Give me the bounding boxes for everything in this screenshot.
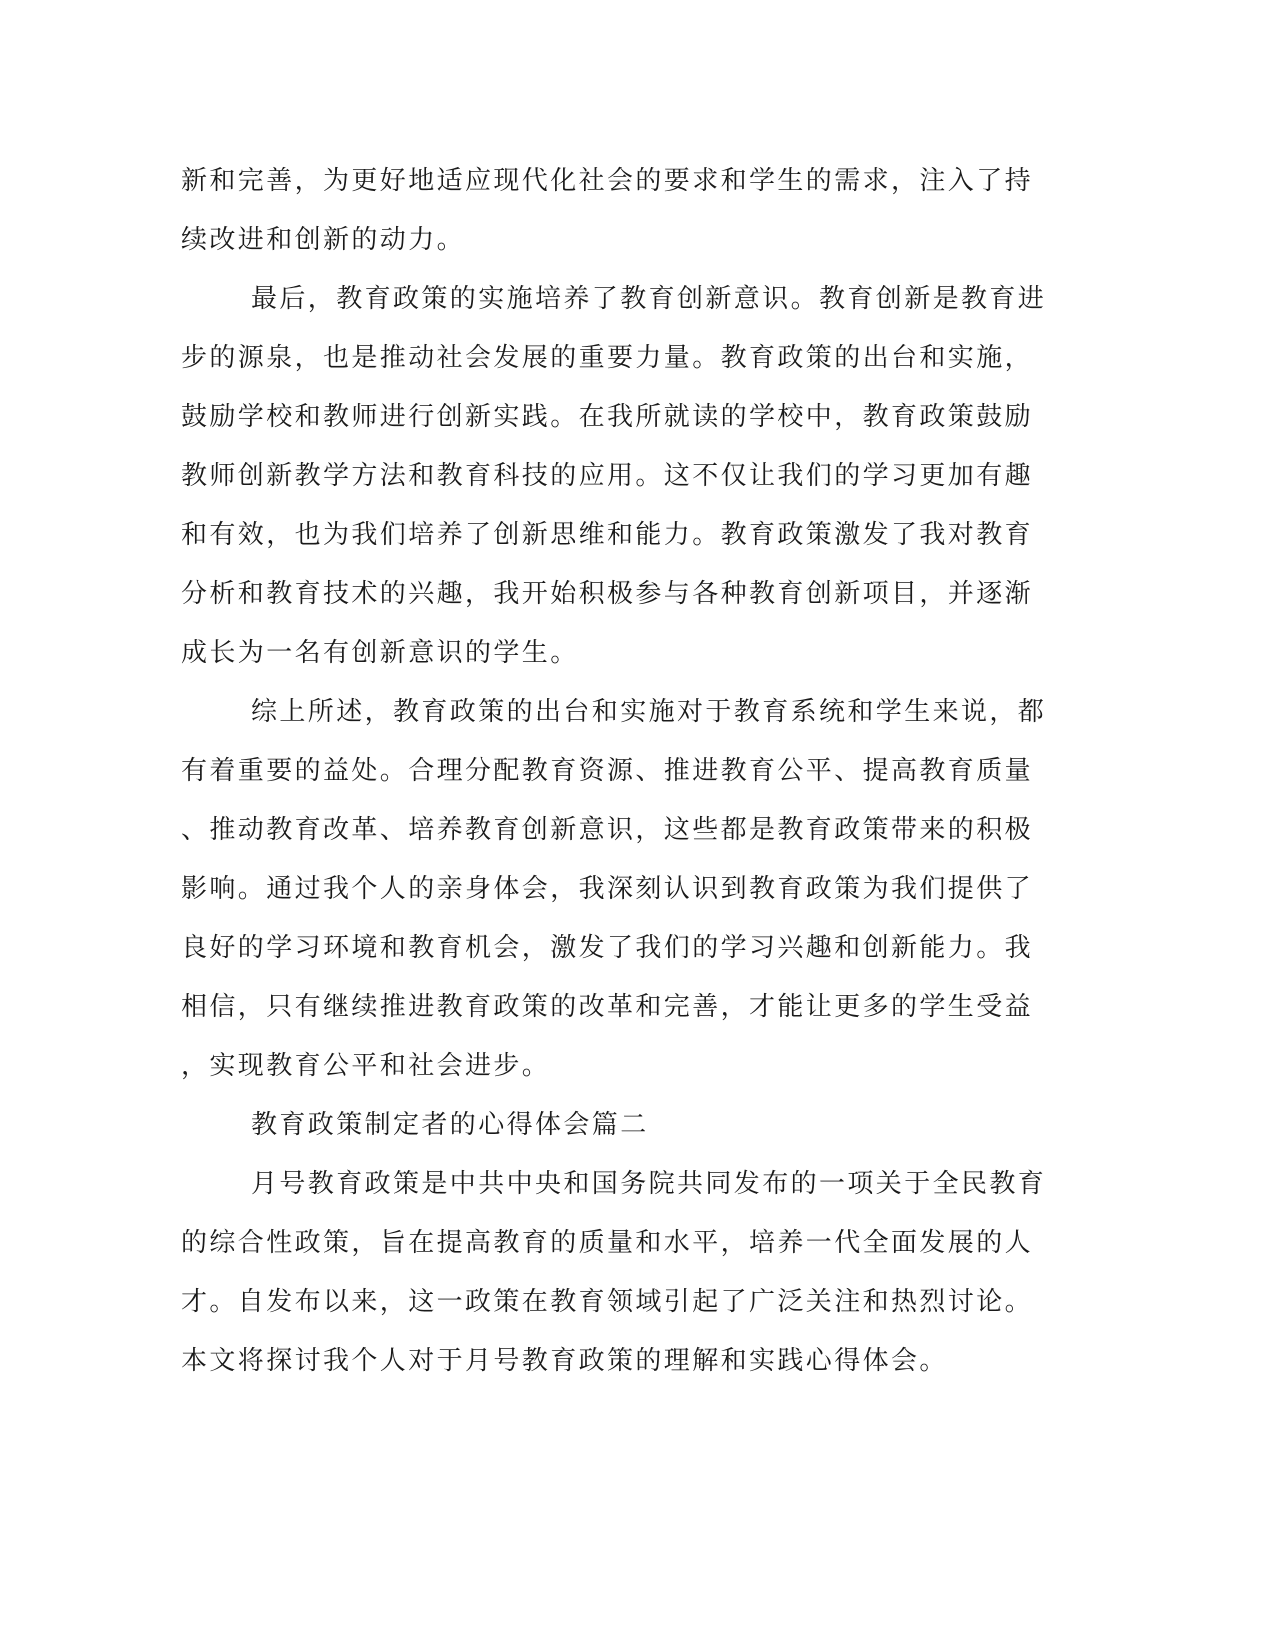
text-line: 教师创新教学方法和教育科技的应用。这不仅让我们的学习更加有趣 [181,461,1034,491]
text-line: 本文将探讨我个人对于月号教育政策的理解和实践心得体会。 [181,1346,948,1376]
text-line: 续改进和创新的动力。 [181,225,466,255]
text-line: 和有效，也为我们培养了创新思维和能力。教育政策激发了我对教育 [181,520,1034,550]
text-line: ，实现教育公平和社会进步。 [181,1051,551,1081]
text-line: 新和完善，为更好地适应现代化社会的要求和学生的需求，注入了持 [181,166,1034,196]
text-line: 的综合性政策，旨在提高教育的质量和水平，培养一代全面发展的人 [181,1228,1034,1258]
text-line: 影响。通过我个人的亲身体会，我深刻认识到教育政策为我们提供了 [181,874,1034,904]
text-line: 才。自发布以来，这一政策在教育领域引起了广泛关注和热烈讨论。 [181,1287,1034,1317]
text-line: 分析和教育技术的兴趣，我开始积极参与各种教育创新项目，并逐渐 [181,579,1034,609]
text-line: 鼓励学校和教师进行创新实践。在我所就读的学校中，教育政策鼓励 [181,402,1034,432]
text-line: 步的源泉，也是推动社会发展的重要力量。教育政策的出台和实施， [181,343,1034,373]
text-line: 有着重要的益处。合理分配教育资源、推进教育公平、提高教育质量 [181,756,1034,786]
paragraph-start-line: 综上所述，教育政策的出台和实施对于教育系统和学生来说，都 [251,697,1047,727]
text-line: 成长为一名有创新意识的学生。 [181,638,579,668]
text-line: 良好的学习环境和教育机会，激发了我们的学习兴趣和创新能力。我 [181,933,1034,963]
paragraph-start-line: 月号教育政策是中共中央和国务院共同发布的一项关于全民教育 [251,1169,1047,1199]
text-line: 相信，只有继续推进教育政策的改革和完善，才能让更多的学生受益 [181,992,1034,1022]
section-heading: 教育政策制定者的心得体会篇二 [251,1110,649,1140]
text-line: 、推动教育改革、培养教育创新意识，这些都是教育政策带来的积极 [181,815,1034,845]
paragraph-start-line: 最后，教育政策的实施培养了教育创新意识。教育创新是教育进 [251,284,1047,314]
